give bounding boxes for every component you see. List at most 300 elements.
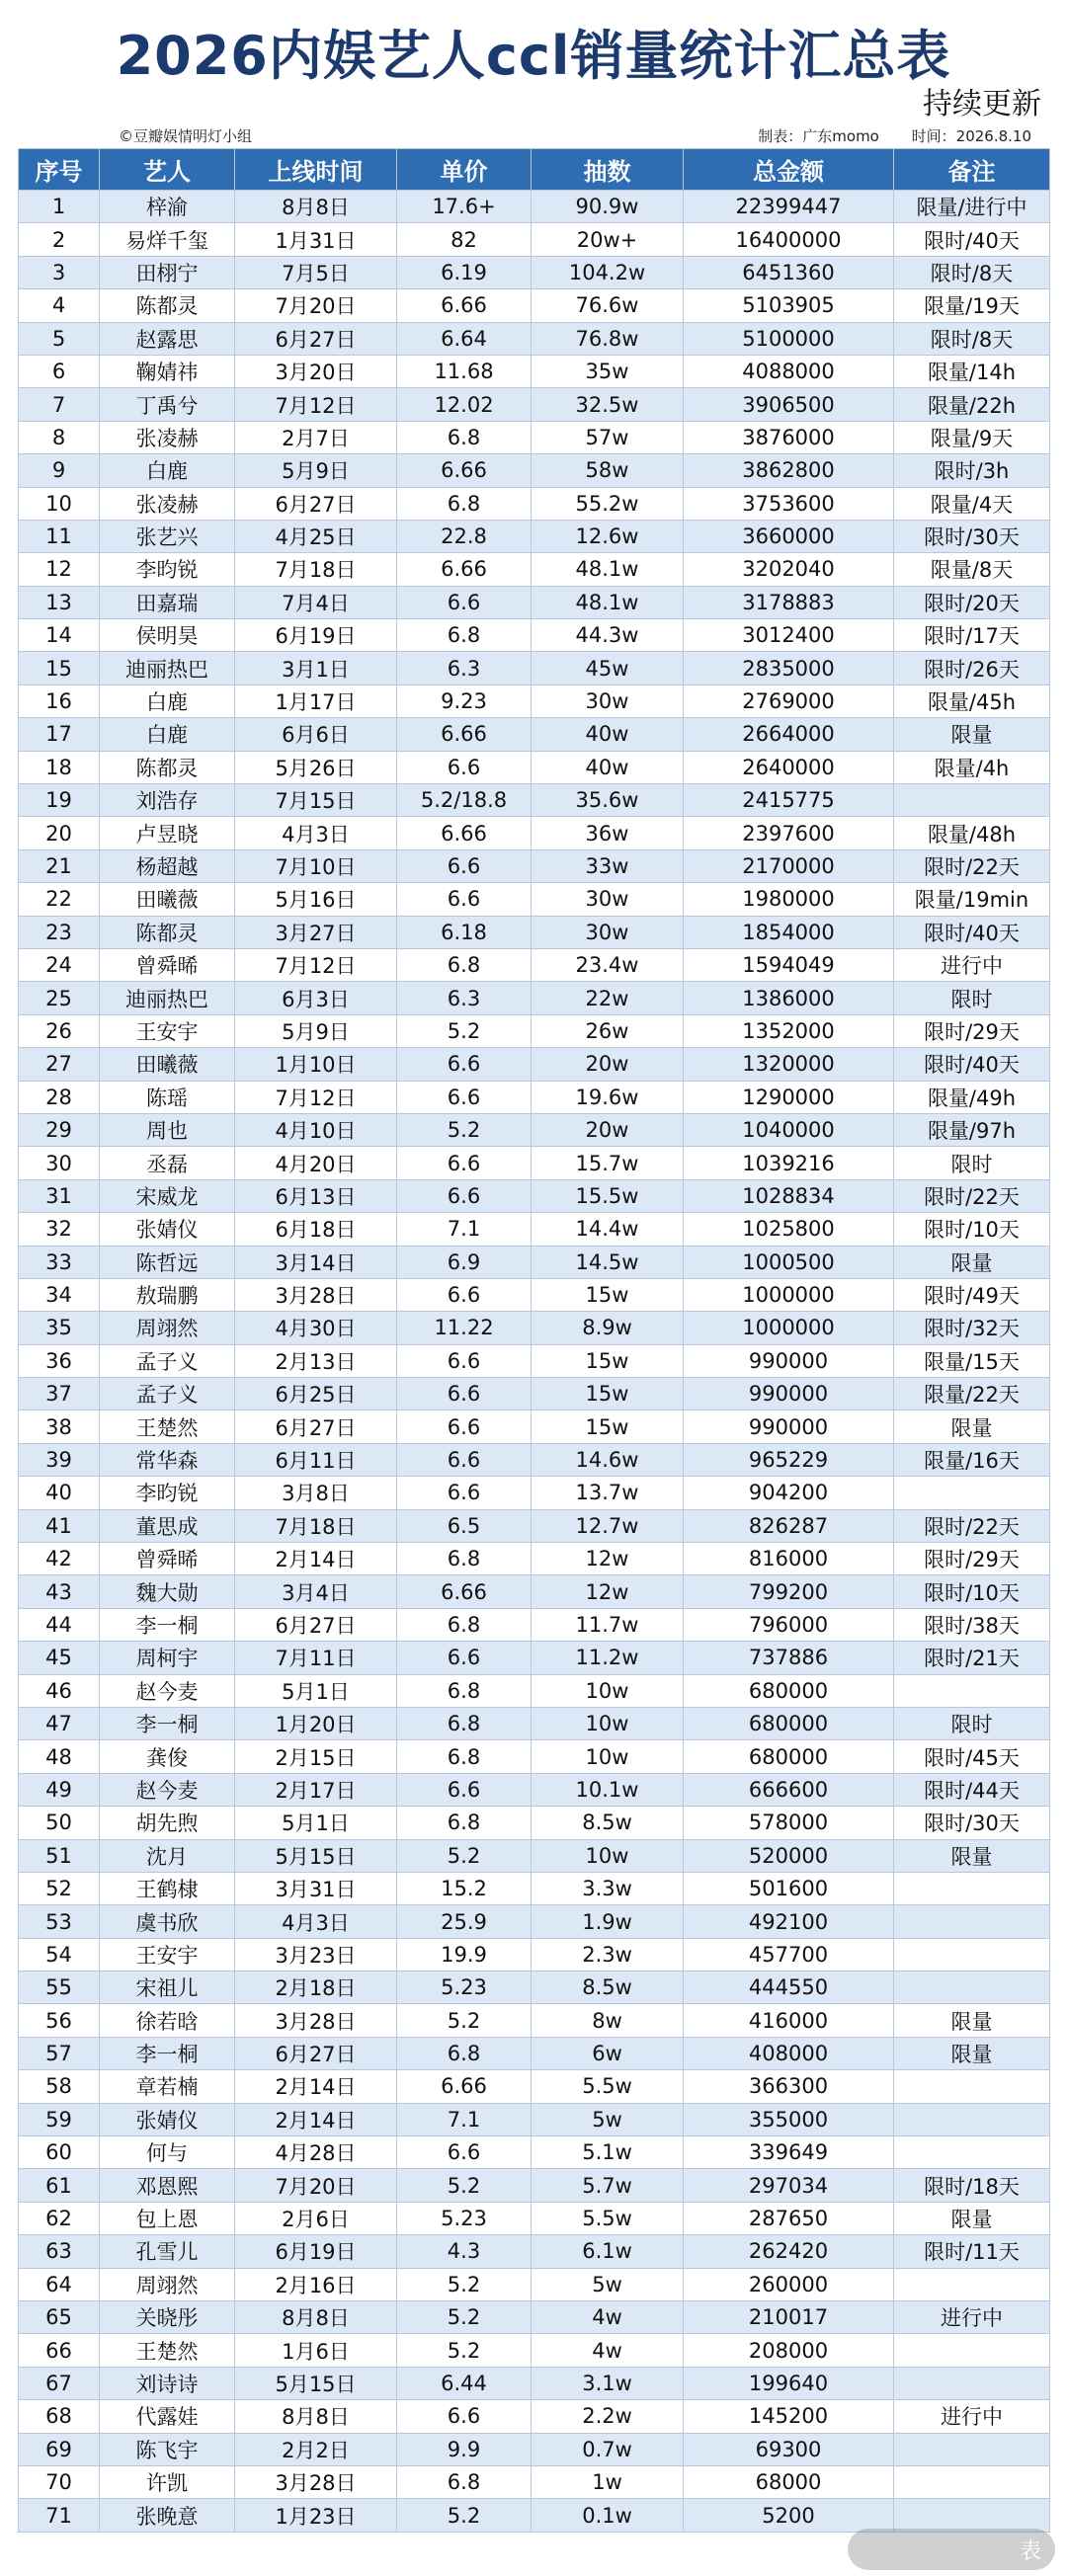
cell-index: 22	[19, 883, 100, 916]
column-header: 总金额	[684, 149, 894, 191]
table-row	[19, 1048, 1050, 1081]
cell-total: 339649	[684, 2136, 894, 2169]
cell-price: 6.9	[397, 1246, 532, 1278]
column-header: 艺人	[100, 149, 235, 191]
cell-total: 210017	[684, 2301, 894, 2334]
cell-date: 1月10日	[235, 1048, 397, 1081]
cell-total: 904200	[684, 1477, 894, 1509]
cell-price: 6.6	[397, 1048, 532, 1081]
cell-artist: 曾舜晞	[100, 1543, 235, 1575]
cell-note: 限量/19min	[894, 883, 1050, 916]
cell-draws: 12w	[532, 1575, 684, 1608]
cell-note: 限量/4h	[894, 751, 1050, 783]
page-subtitle: 持续更新	[923, 87, 1041, 121]
cell-date: 7月11日	[235, 1642, 397, 1674]
cell-artist: 王安宇	[100, 1014, 235, 1047]
cell-draws: 15w	[532, 1344, 684, 1377]
cell-note: 限时/20天	[894, 586, 1050, 618]
cell-note: 限时/21天	[894, 1642, 1050, 1674]
cell-note	[894, 1477, 1050, 1509]
cell-date: 1月6日	[235, 2334, 397, 2367]
table-row	[19, 322, 1050, 355]
cell-artist: 李昀锐	[100, 553, 235, 586]
cell-total: 355000	[684, 2103, 894, 2135]
cell-artist: 张凌赫	[100, 487, 235, 520]
cell-artist: 鞠婧祎	[100, 355, 235, 387]
cell-note: 限量/16天	[894, 1443, 1050, 1476]
cell-total: 680000	[684, 1674, 894, 1707]
table-row	[19, 2103, 1050, 2135]
cell-date: 5月26日	[235, 751, 397, 783]
cell-draws: 12w	[532, 1543, 684, 1575]
cell-artist: 周翊然	[100, 1312, 235, 1344]
cell-artist: 陈都灵	[100, 289, 235, 322]
cell-draws: 15w	[532, 1378, 684, 1410]
cell-index: 37	[19, 1378, 100, 1410]
cell-price: 6.66	[397, 553, 532, 586]
cell-price: 6.6	[397, 1642, 532, 1674]
cell-draws: 57w	[532, 421, 684, 453]
cell-date: 7月5日	[235, 256, 397, 288]
cell-price: 6.6	[397, 1378, 532, 1410]
cell-note: 限量/15天	[894, 1344, 1050, 1377]
cell-total: 799200	[684, 1575, 894, 1608]
cell-date: 7月18日	[235, 553, 397, 586]
cell-price: 6.8	[397, 1543, 532, 1575]
cell-note	[894, 2136, 1050, 2169]
cell-price: 6.6	[397, 883, 532, 916]
cell-price: 6.66	[397, 1575, 532, 1608]
cell-draws: 19.6w	[532, 1081, 684, 1113]
cell-total: 3876000	[684, 421, 894, 453]
cell-index: 3	[19, 256, 100, 288]
cell-draws: 1.9w	[532, 1905, 684, 1938]
cell-date: 2月2日	[235, 2433, 397, 2465]
cell-index: 14	[19, 619, 100, 652]
cell-index: 34	[19, 1278, 100, 1311]
cell-price: 6.8	[397, 2465, 532, 2498]
cell-price: 4.3	[397, 2235, 532, 2268]
table-row	[19, 1378, 1050, 1410]
cell-note: 限时/22天	[894, 1179, 1050, 1212]
cell-index: 58	[19, 2070, 100, 2103]
cell-price: 6.8	[397, 421, 532, 453]
cell-price: 6.3	[397, 982, 532, 1014]
cell-artist: 陈都灵	[100, 751, 235, 783]
cell-draws: 44.3w	[532, 619, 684, 652]
cell-price: 6.8	[397, 619, 532, 652]
cell-index: 42	[19, 1543, 100, 1575]
cell-date: 5月9日	[235, 454, 397, 487]
cell-date: 6月27日	[235, 2037, 397, 2069]
cell-note: 限时	[894, 1147, 1050, 1179]
cell-draws: 5.7w	[532, 2169, 684, 2202]
cell-total: 737886	[684, 1642, 894, 1674]
table-row	[19, 1905, 1050, 1938]
table-row	[19, 1312, 1050, 1344]
table-row	[19, 2169, 1050, 2202]
table-row	[19, 1707, 1050, 1739]
table-row	[19, 1344, 1050, 1377]
cell-artist: 陈瑶	[100, 1081, 235, 1113]
cell-draws: 10w	[532, 1839, 684, 1872]
column-header: 抽数	[532, 149, 684, 191]
cell-index: 27	[19, 1048, 100, 1081]
cell-price: 6.6	[397, 1081, 532, 1113]
cell-draws: 5.5w	[532, 2202, 684, 2234]
table-row	[19, 1608, 1050, 1641]
cell-date: 3月28日	[235, 2465, 397, 2498]
cell-note: 限时	[894, 1707, 1050, 1739]
cell-price: 6.18	[397, 916, 532, 948]
cell-draws: 15w	[532, 1410, 684, 1443]
cell-artist: 迪丽热巴	[100, 982, 235, 1014]
table-row	[19, 718, 1050, 751]
cell-total: 4088000	[684, 355, 894, 387]
cell-total: 1320000	[684, 1048, 894, 1081]
cell-note	[894, 1872, 1050, 1904]
cell-date: 1月17日	[235, 684, 397, 717]
cell-draws: 12.7w	[532, 1509, 684, 1542]
cell-total: 3202040	[684, 553, 894, 586]
cell-price: 6.6	[397, 586, 532, 618]
cell-index: 19	[19, 784, 100, 817]
cell-index: 51	[19, 1839, 100, 1872]
cell-draws: 30w	[532, 684, 684, 717]
cell-draws: 11.2w	[532, 1642, 684, 1674]
cell-date: 2月14日	[235, 2070, 397, 2103]
cell-price: 19.9	[397, 1938, 532, 1971]
cell-price: 6.6	[397, 1278, 532, 1311]
cell-draws: 20w	[532, 1048, 684, 1081]
cell-artist: 白鹿	[100, 684, 235, 717]
cell-note: 限时/8天	[894, 256, 1050, 288]
cell-price: 11.22	[397, 1312, 532, 1344]
cell-draws: 36w	[532, 817, 684, 849]
cell-price: 5.2	[397, 2499, 532, 2532]
cell-index: 30	[19, 1147, 100, 1179]
cell-index: 41	[19, 1509, 100, 1542]
page-title: 2026内娱艺人ccl销量统计汇总表	[116, 25, 951, 87]
cell-date: 6月3日	[235, 982, 397, 1014]
sales-table	[18, 148, 1050, 2533]
cell-price: 5.2	[397, 2169, 532, 2202]
cell-total: 520000	[684, 1839, 894, 1872]
credit-text: ©豆瓣娱情明灯小组	[119, 127, 253, 145]
cell-index: 71	[19, 2499, 100, 2532]
cell-note: 进行中	[894, 948, 1050, 981]
table-row	[19, 388, 1050, 421]
cell-price: 6.3	[397, 652, 532, 684]
cell-price: 6.6	[397, 1147, 532, 1179]
table-row	[19, 1773, 1050, 1806]
cell-artist: 张婧仪	[100, 2103, 235, 2135]
cell-draws: 55.2w	[532, 487, 684, 520]
cell-date: 5月15日	[235, 2367, 397, 2399]
cell-note	[894, 1972, 1050, 2004]
cell-note: 限量	[894, 2037, 1050, 2069]
cell-index: 35	[19, 1312, 100, 1344]
cell-note: 限时/40天	[894, 1048, 1050, 1081]
cell-index: 11	[19, 520, 100, 552]
cell-note: 限时/29天	[894, 1543, 1050, 1575]
cell-total: 796000	[684, 1608, 894, 1641]
cell-date: 4月20日	[235, 1147, 397, 1179]
cell-date: 7月4日	[235, 586, 397, 618]
cell-note	[894, 1905, 1050, 1938]
cell-date: 3月14日	[235, 1246, 397, 1278]
cell-index: 44	[19, 1608, 100, 1641]
cell-artist: 张婧仪	[100, 1213, 235, 1246]
cell-date: 6月19日	[235, 2235, 397, 2268]
cell-price: 5.2	[397, 1014, 532, 1047]
cell-draws: 5w	[532, 2103, 684, 2135]
cell-note: 限量/22天	[894, 1378, 1050, 1410]
cell-note: 限量/4天	[894, 487, 1050, 520]
cell-note	[894, 2367, 1050, 2399]
table-row	[19, 2202, 1050, 2234]
cell-note	[894, 2334, 1050, 2367]
cell-artist: 沈月	[100, 1839, 235, 1872]
cell-draws: 2.2w	[532, 2400, 684, 2433]
cell-note: 限时/30天	[894, 520, 1050, 552]
table-row	[19, 1972, 1050, 2004]
cell-note: 限时/22天	[894, 849, 1050, 882]
cell-index: 10	[19, 487, 100, 520]
cell-note: 进行中	[894, 2301, 1050, 2334]
cell-artist: 胡先煦	[100, 1807, 235, 1839]
table-row	[19, 684, 1050, 717]
cell-price: 15.2	[397, 1872, 532, 1904]
cell-artist: 梓渝	[100, 191, 235, 223]
cell-date: 4月10日	[235, 1113, 397, 1146]
cell-total: 260000	[684, 2268, 894, 2300]
cell-index: 52	[19, 1872, 100, 1904]
cell-price: 22.8	[397, 520, 532, 552]
cell-total: 492100	[684, 1905, 894, 1938]
cell-note: 限时/44天	[894, 1773, 1050, 1806]
cell-total: 262420	[684, 2235, 894, 2268]
table-row	[19, 223, 1050, 256]
cell-note: 限时/45天	[894, 1740, 1050, 1773]
cell-date: 3月31日	[235, 1872, 397, 1904]
cell-draws: 6.1w	[532, 2235, 684, 2268]
cell-note	[894, 784, 1050, 817]
cell-index: 45	[19, 1642, 100, 1674]
cell-total: 22399447	[684, 191, 894, 223]
cell-note: 限时/3h	[894, 454, 1050, 487]
cell-date: 6月6日	[235, 718, 397, 751]
cell-total: 6451360	[684, 256, 894, 288]
cell-price: 6.8	[397, 948, 532, 981]
cell-date: 6月27日	[235, 487, 397, 520]
cell-artist: 何与	[100, 2136, 235, 2169]
cell-price: 9.23	[397, 684, 532, 717]
table-row	[19, 2465, 1050, 2498]
cell-total: 1386000	[684, 982, 894, 1014]
table-body	[19, 191, 1050, 2533]
cell-index: 5	[19, 322, 100, 355]
cell-draws: 1w	[532, 2465, 684, 2498]
cell-index: 1	[19, 191, 100, 223]
cell-price: 5.2/18.8	[397, 784, 532, 817]
maker-text: 制表：广东momo	[758, 127, 879, 145]
table-row	[19, 191, 1050, 223]
cell-note: 限量/49h	[894, 1081, 1050, 1113]
table-row	[19, 2433, 1050, 2465]
cell-draws: 76.6w	[532, 289, 684, 322]
cell-draws: 0.7w	[532, 2433, 684, 2465]
cell-artist: 龚俊	[100, 1740, 235, 1773]
cell-total: 680000	[684, 1707, 894, 1739]
cell-total: 5200	[684, 2499, 894, 2532]
cell-note: 限量/14h	[894, 355, 1050, 387]
cell-date: 5月9日	[235, 1014, 397, 1047]
cell-note	[894, 2070, 1050, 2103]
cell-note: 限量/8天	[894, 553, 1050, 586]
cell-draws: 48.1w	[532, 586, 684, 618]
cell-artist: 敖瑞鹏	[100, 1278, 235, 1311]
table-row	[19, 817, 1050, 849]
cell-index: 26	[19, 1014, 100, 1047]
cell-artist: 徐若晗	[100, 2004, 235, 2037]
cell-artist: 侯明昊	[100, 619, 235, 652]
cell-total: 287650	[684, 2202, 894, 2234]
table-row	[19, 1014, 1050, 1047]
cell-index: 68	[19, 2400, 100, 2433]
cell-artist: 周翊然	[100, 2268, 235, 2300]
cell-draws: 6w	[532, 2037, 684, 2069]
cell-note	[894, 2433, 1050, 2465]
table-row	[19, 2004, 1050, 2037]
cell-date: 8月8日	[235, 2400, 397, 2433]
cell-artist: 宋祖儿	[100, 1972, 235, 2004]
cell-draws: 5.1w	[532, 2136, 684, 2169]
cell-note: 限量/97h	[894, 1113, 1050, 1146]
cell-total: 1980000	[684, 883, 894, 916]
table-row	[19, 1443, 1050, 1476]
cell-note: 限量/9天	[894, 421, 1050, 453]
cell-total: 5103905	[684, 289, 894, 322]
cell-artist: 邓恩熙	[100, 2169, 235, 2202]
cell-note: 限时/32天	[894, 1312, 1050, 1344]
table-row	[19, 2400, 1050, 2433]
cell-draws: 26w	[532, 1014, 684, 1047]
cell-artist: 虞书欣	[100, 1905, 235, 1938]
cell-note: 限量	[894, 1410, 1050, 1443]
cell-total: 444550	[684, 1972, 894, 2004]
cell-date: 2月15日	[235, 1740, 397, 1773]
cell-total: 680000	[684, 1740, 894, 1773]
cell-note: 限量	[894, 2004, 1050, 2037]
cell-note: 限时/11天	[894, 2235, 1050, 2268]
cell-artist: 张晚意	[100, 2499, 235, 2532]
cell-price: 5.2	[397, 1113, 532, 1146]
table-row	[19, 619, 1050, 652]
cell-total: 3753600	[684, 487, 894, 520]
cell-artist: 白鹿	[100, 454, 235, 487]
cell-draws: 90.9w	[532, 191, 684, 223]
table-row	[19, 421, 1050, 453]
meta-info	[758, 125, 1031, 146]
cell-draws: 20w+	[532, 223, 684, 256]
cell-price: 5.2	[397, 2334, 532, 2367]
cell-total: 208000	[684, 2334, 894, 2367]
cell-price: 6.66	[397, 817, 532, 849]
cell-note: 进行中	[894, 2400, 1050, 2433]
table-row	[19, 916, 1050, 948]
cell-date: 5月15日	[235, 1839, 397, 1872]
cell-index: 40	[19, 1477, 100, 1509]
table-row	[19, 1113, 1050, 1146]
cell-draws: 45w	[532, 652, 684, 684]
cell-total: 69300	[684, 2433, 894, 2465]
cell-artist: 丁禹兮	[100, 388, 235, 421]
table-row	[19, 2136, 1050, 2169]
cell-total: 68000	[684, 2465, 894, 2498]
cell-total: 297034	[684, 2169, 894, 2202]
cell-artist: 孔雪儿	[100, 2235, 235, 2268]
cell-index: 6	[19, 355, 100, 387]
cell-note: 限时/18天	[894, 2169, 1050, 2202]
cell-date: 7月15日	[235, 784, 397, 817]
cell-price: 5.23	[397, 1972, 532, 2004]
cell-note	[894, 2268, 1050, 2300]
cell-index: 47	[19, 1707, 100, 1739]
table-row	[19, 256, 1050, 288]
column-header: 序号	[19, 149, 100, 191]
table-row	[19, 849, 1050, 882]
cell-price: 6.6	[397, 849, 532, 882]
cell-index: 36	[19, 1344, 100, 1377]
cell-artist: 孟子义	[100, 1344, 235, 1377]
cell-total: 990000	[684, 1344, 894, 1377]
cell-total: 990000	[684, 1410, 894, 1443]
cell-date: 2月14日	[235, 1543, 397, 1575]
table-row	[19, 948, 1050, 981]
cell-price: 6.6	[397, 1477, 532, 1509]
cell-note: 限量	[894, 1839, 1050, 1872]
cell-draws: 10w	[532, 1707, 684, 1739]
cell-note	[894, 2499, 1050, 2532]
cell-index: 63	[19, 2235, 100, 2268]
cell-index: 59	[19, 2103, 100, 2135]
table-row	[19, 1477, 1050, 1509]
cell-date: 4月30日	[235, 1312, 397, 1344]
cell-price: 6.64	[397, 322, 532, 355]
cell-total: 145200	[684, 2400, 894, 2433]
time-text: 时间：2026.8.10	[911, 127, 1031, 145]
cell-price: 12.02	[397, 388, 532, 421]
cell-price: 7.1	[397, 2103, 532, 2135]
cell-draws: 0.1w	[532, 2499, 684, 2532]
table-row	[19, 2268, 1050, 2300]
cell-index: 54	[19, 1938, 100, 1971]
cell-artist: 常华森	[100, 1443, 235, 1476]
table-row	[19, 1674, 1050, 1707]
cell-index: 48	[19, 1740, 100, 1773]
cell-price: 6.8	[397, 1674, 532, 1707]
cell-date: 8月8日	[235, 2301, 397, 2334]
cell-date: 7月20日	[235, 2169, 397, 2202]
cell-index: 50	[19, 1807, 100, 1839]
table-row	[19, 784, 1050, 817]
cell-date: 6月27日	[235, 1410, 397, 1443]
cell-date: 2月6日	[235, 2202, 397, 2234]
cell-price: 11.68	[397, 355, 532, 387]
cell-date: 5月1日	[235, 1807, 397, 1839]
cell-note: 限时/8天	[894, 322, 1050, 355]
